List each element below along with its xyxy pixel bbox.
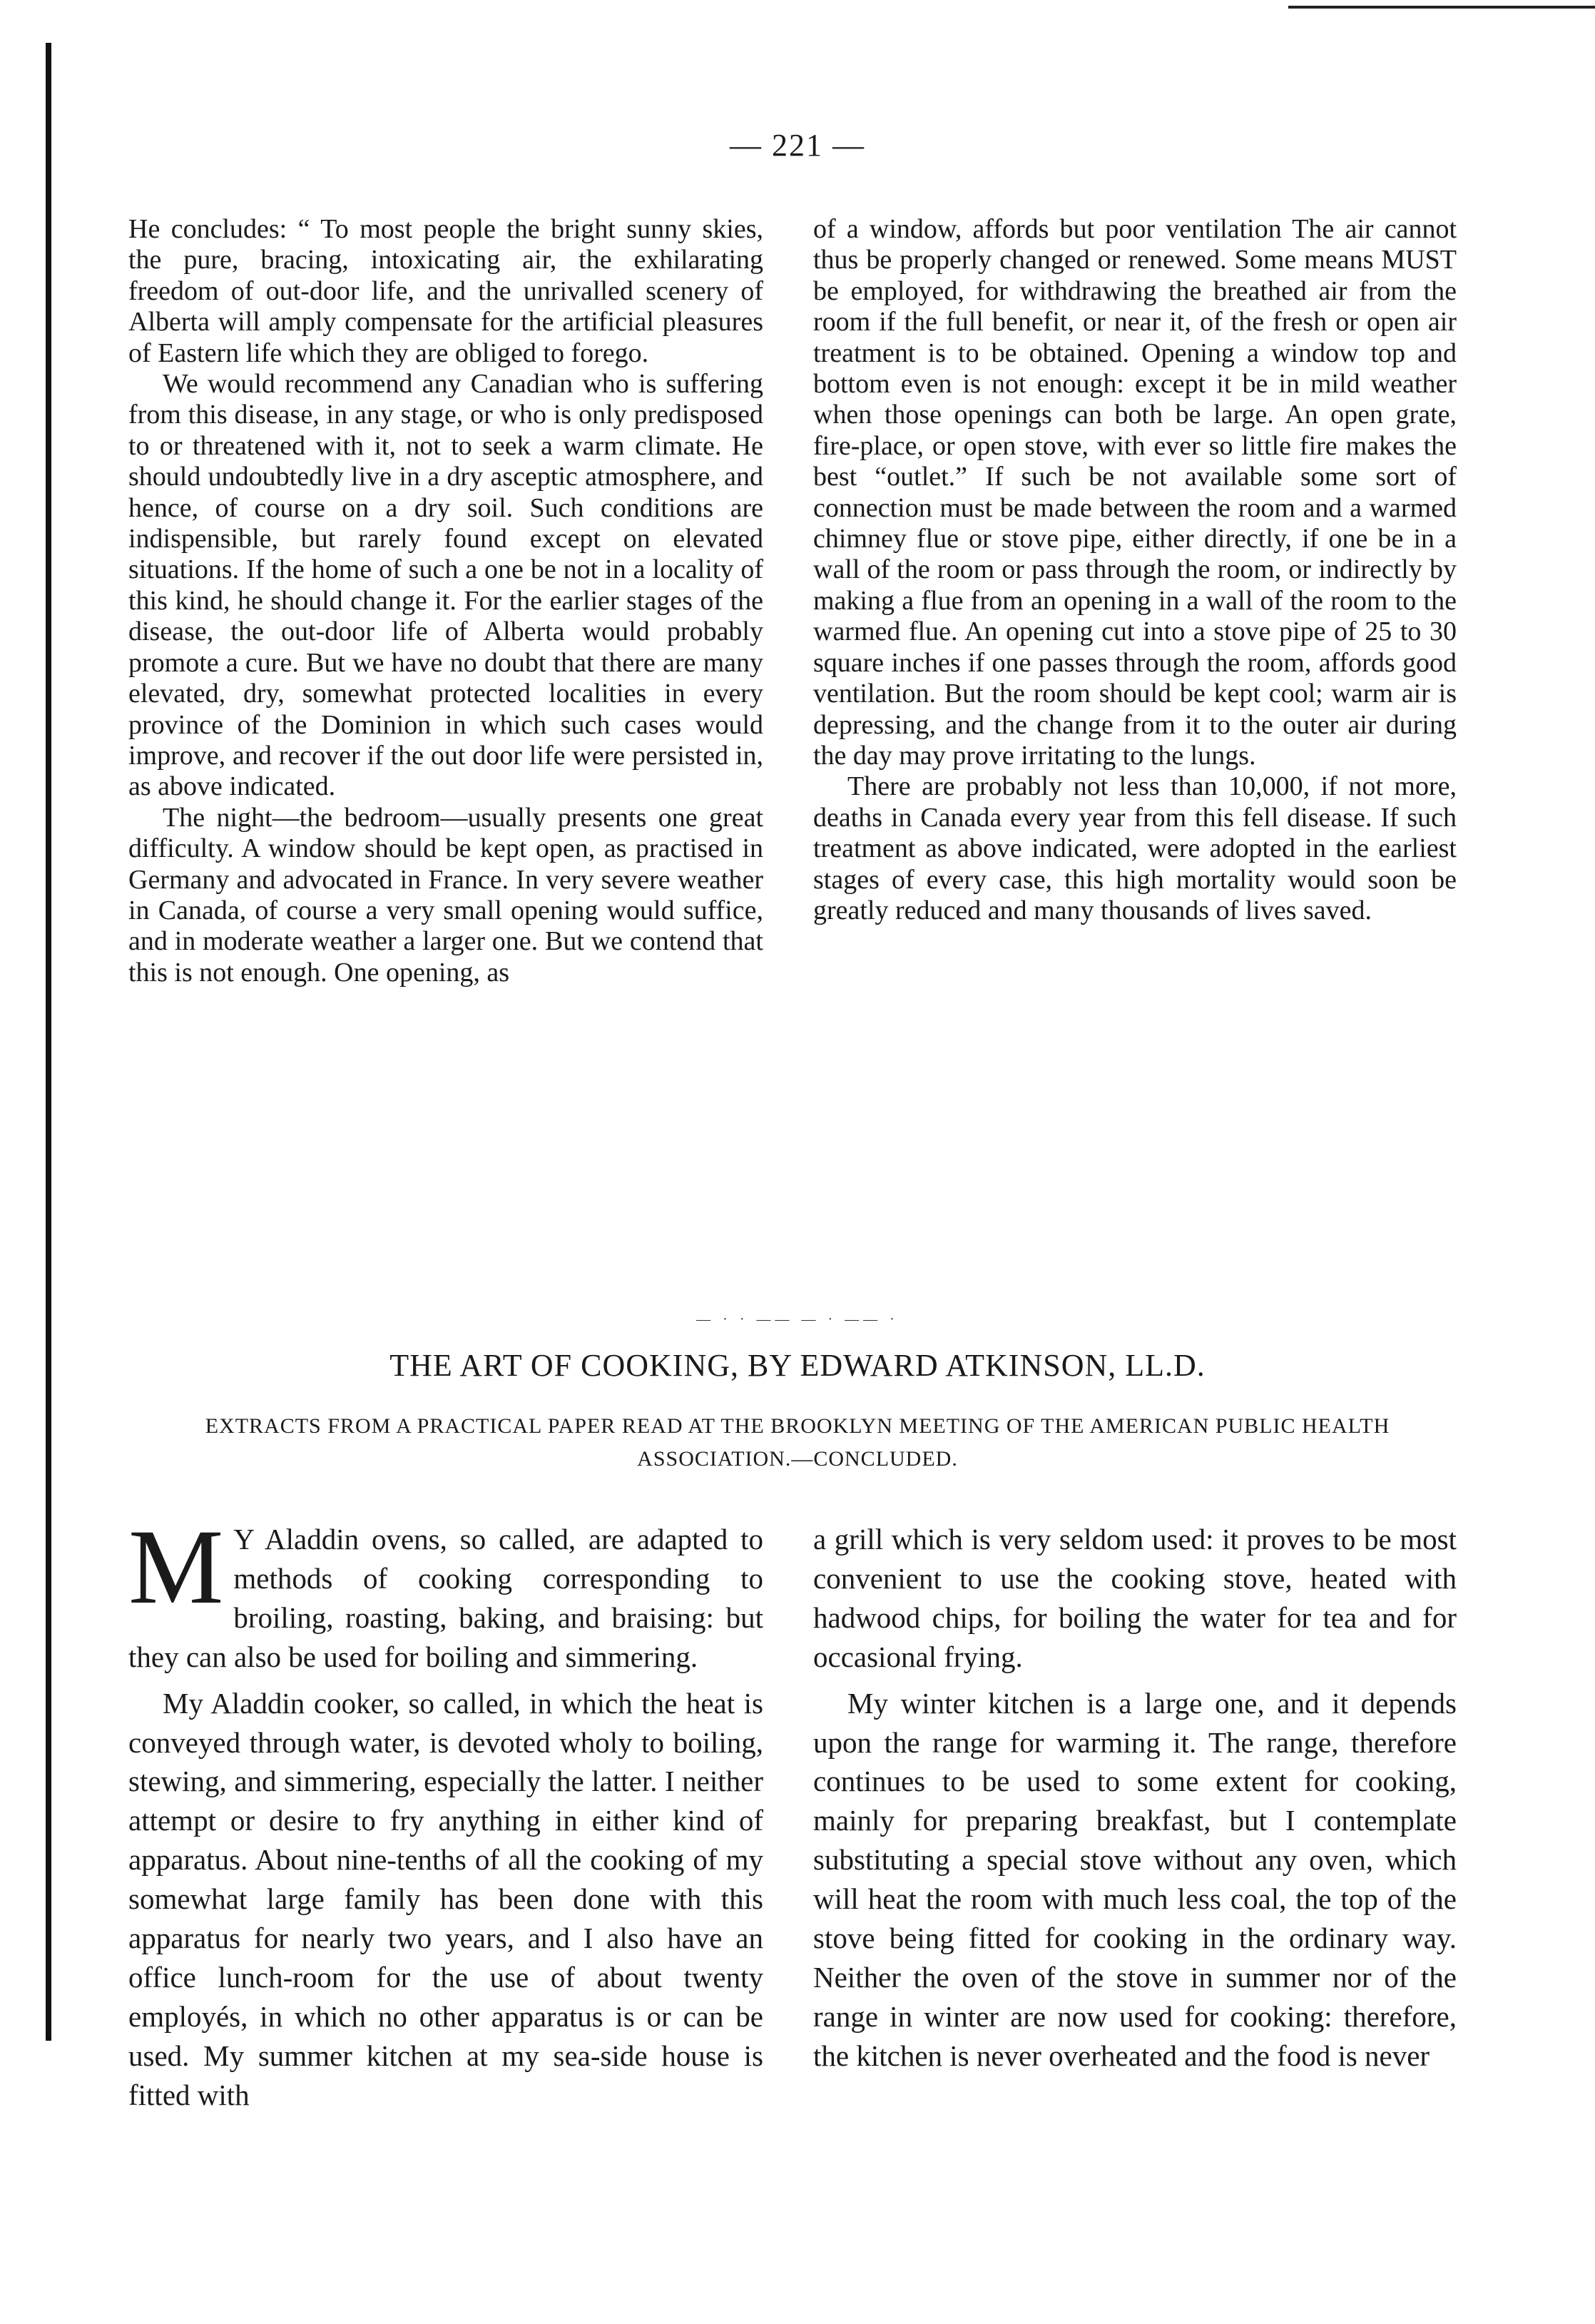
paragraph: We would recommend any Canadian who is suffering from this disease, in any stage, or who is only predisposed to or threatened with it, not to seek a warm climate. He should undoubtedly live in a dry asceptic atmosphere, and hence, of course on a dry soil. Such conditions are indispensible, but rarely found except on elevated situations. If the home of such a one be not in a locality of this kind, he should change it. For the earlier stages of the disease, the out-door life of Alberta would probably promote a cure. But we have no doubt that there are many elevated, dry, somewhat protected localities in every province of the Dominion in which such cases would improve, and recover if the out door life were persisted in, as above indicated. xyxy=(128,369,763,802)
drop-cap: M xyxy=(128,1508,224,1626)
paragraph: of a window, affords but poor ventilation The air cannot thus be properly changed or renewed. Some means MUST be employed, for withdrawing the breathed air from the room if the full benefit, or near it, of the fresh or open air treatment is to be obtained. Opening a window top and bottom even is not enough: except it be in mild weather when those openings can both be large. An open grate, fire-place, or open stove, with ever so little fire makes the best “outlet.” If such be not available some sort of connection must be made between the room and a warmed chimney flue or stove pipe, either directly, if one be in a wall of the room or pass through the room, or indirectly by making a flue from an opening in a wall of the room to the warmed flue. An opening cut into a stove pipe of 25 to 30 square inches if one passes through the room, affords good ventilation. But the room should be kept cool; warm air is depressing, and the change from it to the outer air during the day may prove irritating to the lungs. xyxy=(813,214,1457,771)
paragraph: My winter kitchen is a large one, and it depends upon the range for warming it. The range, therefore continues to be used to some extent for cooking, mainly for preparing breakfast, but I contemplate substituting a special stove without any oven, which will heat the room with much less coal, the top of the stove being fitted for cooking in the ordinary way. Neither the oven of the stove in summer nor of the range in winter are now used for cooking: therefore, the kitchen is never overheated and the food is never xyxy=(813,1686,1457,2072)
paragraph: He concludes: “ To most people the bright sunny skies, the pure, bracing, intoxicating air, the exhilarating freedom of out-door life, and the unrivalled scenery of Alberta will amply compensate for the artificial pleasures of Eastern life which they are obliged to forego. xyxy=(128,214,763,368)
lower-right-column xyxy=(813,1520,1457,2083)
article-title: THE ART OF COOKING, BY EDWARD ATKINSON, LL.D. xyxy=(389,1348,1206,1383)
page-number: — 221 — xyxy=(730,128,865,163)
paragraph xyxy=(128,1508,763,1677)
paragraph: My Aladdin cooker, so called, in which the heat is conveyed through water, is devoted wholy to boiling, stewing, and simmering, especially the latter. I neither attempt or desire to fry anything in either kind of apparatus. About nine-tenths of all the cooking of my somewhat large family has been done with this apparatus for nearly two years, and I also have an office lunch-room for the use of about twenty employés, in which no other apparatus is or can be used. My summer kitchen at my sea-side house is fitted with xyxy=(128,1686,763,2111)
paragraph: There are probably not less than 10,000, if not more, deaths in Canada every year from this fell disease. If such treatment as above indicated, were adopted in the earliest stages of every case, this high mortality would soon be greatly reduced and many thousands of lives saved. xyxy=(813,771,1457,925)
paragraph: The night—the bedroom—usually presents one great difficulty. A window should be kept open, as practised in Germany and advocated in France. In very severe weather in Canada, of course a very small opening would suffice, and in moderate weather a larger one. But we contend that this is not enough. One opening, as xyxy=(128,802,763,988)
upper-left-column xyxy=(128,214,763,988)
page-binding-edge xyxy=(46,43,51,2041)
lower-left-column xyxy=(128,1508,763,2122)
upper-right-column xyxy=(813,214,1457,926)
section-separator: — · · —— — · —— · xyxy=(696,1311,899,1327)
paragraph-text: Y Aladdin ovens, so called, are adapted to methods of cooking corresponding to broiling, roasting, baking, and braising: but they can also be used for boiling and simmering. xyxy=(128,1523,763,1673)
article-subtitle: EXTRACTS FROM A PRACTICAL PAPER READ AT THE BROOKLYN MEETING OF THE AMERICAN PUBLIC HEALTH ASSOCIATION.—CONCLUDED. xyxy=(205,1414,1390,1471)
paragraph: a grill which is very seldom used: it proves to be most convenient to use the cooking stove, heated with hadwood chips, for boiling the water for tea and for occasional frying. xyxy=(813,1523,1457,1673)
top-edge-rule xyxy=(1288,6,1595,9)
